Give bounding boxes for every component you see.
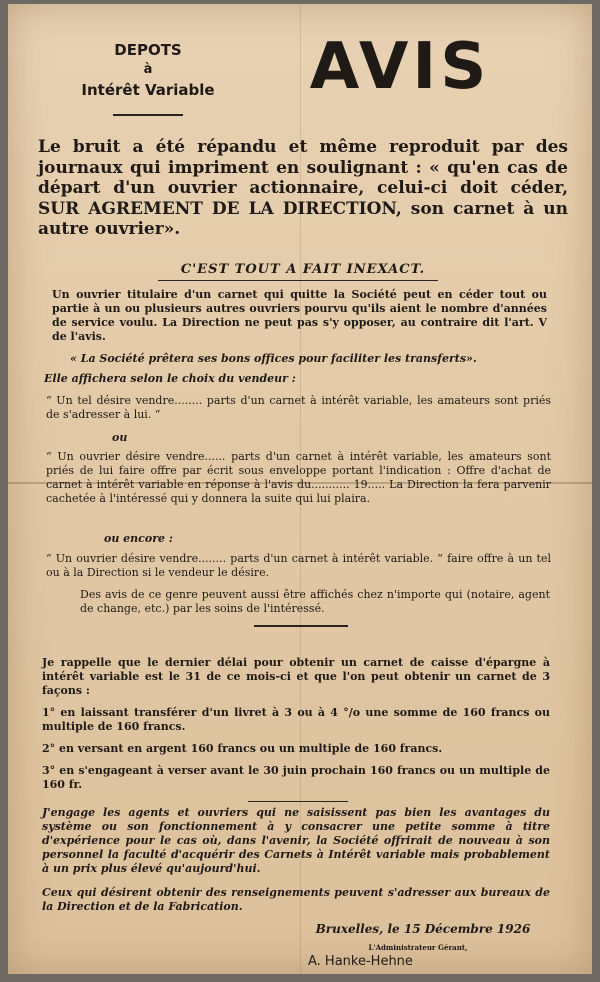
heading-rule — [113, 114, 183, 116]
or-label-1: ou — [112, 431, 128, 444]
poster — [8, 4, 592, 974]
signature-date: Bruxelles, le 15 Décembre 1926 — [315, 922, 531, 936]
paragraph-transfer-rights: Un ouvrier titulaire d'un carnet qui quitte la Société peut en céder tout ou partie à un ou plusieurs autres ouvriers pourvu qu'ils aient le nombre d'années de service voulu. La Direction ne peut pas s'y opposer, au contraire dit l'art. V de l'avis. — [52, 288, 547, 343]
signature-role: L'Administrateur Gérant, — [368, 943, 468, 952]
signature-name: A. Hanke-Hehne — [308, 954, 413, 969]
depots-line-2: à — [143, 62, 153, 77]
way-1: 1° en laissant transférer d'un livret à 3 ou à 4 °/o une somme de 160 francs ou multiple de 160 francs. — [42, 706, 550, 733]
paragraph-information: Ceux qui désirent obtenir des renseignements peuvent s'adresser aux bureaux de la Direction et de la Fabrication. — [42, 886, 550, 913]
poster-title: AVIS — [309, 30, 491, 104]
intro-paragraph — [38, 137, 568, 240]
paragraph-deadline: Je rappelle que le dernier délai pour obtenir un carnet de caisse d'épargne à intérêt variable est le 31 de ce mois-ci et que l'on peut obtenir un carnet de 3 façons : — [42, 656, 550, 697]
depots-line-1: DEPOTS — [114, 41, 182, 59]
paragraph-display-choice: Elle affichera selon le choix du vendeur : — [44, 372, 296, 385]
way-3: 3° en s'engageant à verser avant le 30 juin prochain 160 francs ou un multiple de 160 fr. — [42, 764, 550, 791]
inexact-underline — [158, 280, 438, 281]
way-2: 2° en versant en argent 160 francs ou un multiple de 160 francs. — [42, 742, 443, 755]
depots-line-3: Intérêt Variable — [81, 81, 215, 99]
quote-option-1: “ Un tel désire vendre........ parts d'un carnet à intérêt variable, les amateurs sont priés de s'adresser à lui. “ — [46, 394, 551, 421]
inexact-statement: C'EST TOUT A FAIT INEXACT. — [180, 262, 426, 277]
paragraph-other-venues: Des avis de ce genre peuvent aussi être affichés chez n'importe qui (notaire, agent de change, etc.) par les soins de l'intéressé. — [80, 588, 550, 615]
intro-text-2: son carnet à un autre ouvrier». — [38, 198, 569, 239]
intro-emphasis: AGREMENT DE LA DIRECTION, — [88, 198, 402, 219]
section-separator — [254, 625, 348, 627]
or-label-2: ou encore : — [104, 532, 173, 545]
section-separator-2 — [248, 801, 348, 802]
deposit-type-heading — [48, 40, 248, 100]
quote-option-2: “ Un ouvrier désire vendre...... parts d'un carnet à intérêt variable, les amateurs sont priés de lui faire offre par écrit sous enveloppe portant l'indication : Offre d'achat de carnet à intérêt variable en réponse à l'avis du........... 19..... La Direction la fera parvenir cachetée à l'intéressé qui y donnera la suite qui lui plaira. — [46, 450, 551, 505]
quote-option-3: “ Un ouvrier désire vendre........ parts d'un carnet à intérêt variable. “ faire offre à un tel ou à la Direction si le vendeur le désire. — [46, 552, 551, 579]
paragraph-encouragement: J'engage les agents et ouvriers qui ne saisissent pas bien les avantages du système ou son fonctionnement à y consacrer une petite somme à titre d'expérience pour le cas où, dans l'avenir, la Société offrirait de nouveau à son personnel la faculté d'acquérir des Carnets à Intérêt variable mais probablement à un prix plus élevé qu'aujourd'hui. — [42, 806, 550, 875]
paragraph-good-offices: « La Société prêtera ses bons offices pour faciliter les transferts». — [70, 352, 477, 365]
intro-text-1: Le bruit a été répandu et même reproduit par des journaux qui impriment en soulignant : « qu'en cas de départ d'un ouvrier actionnaire, celui-ci doit céder, SUR — [38, 137, 568, 219]
